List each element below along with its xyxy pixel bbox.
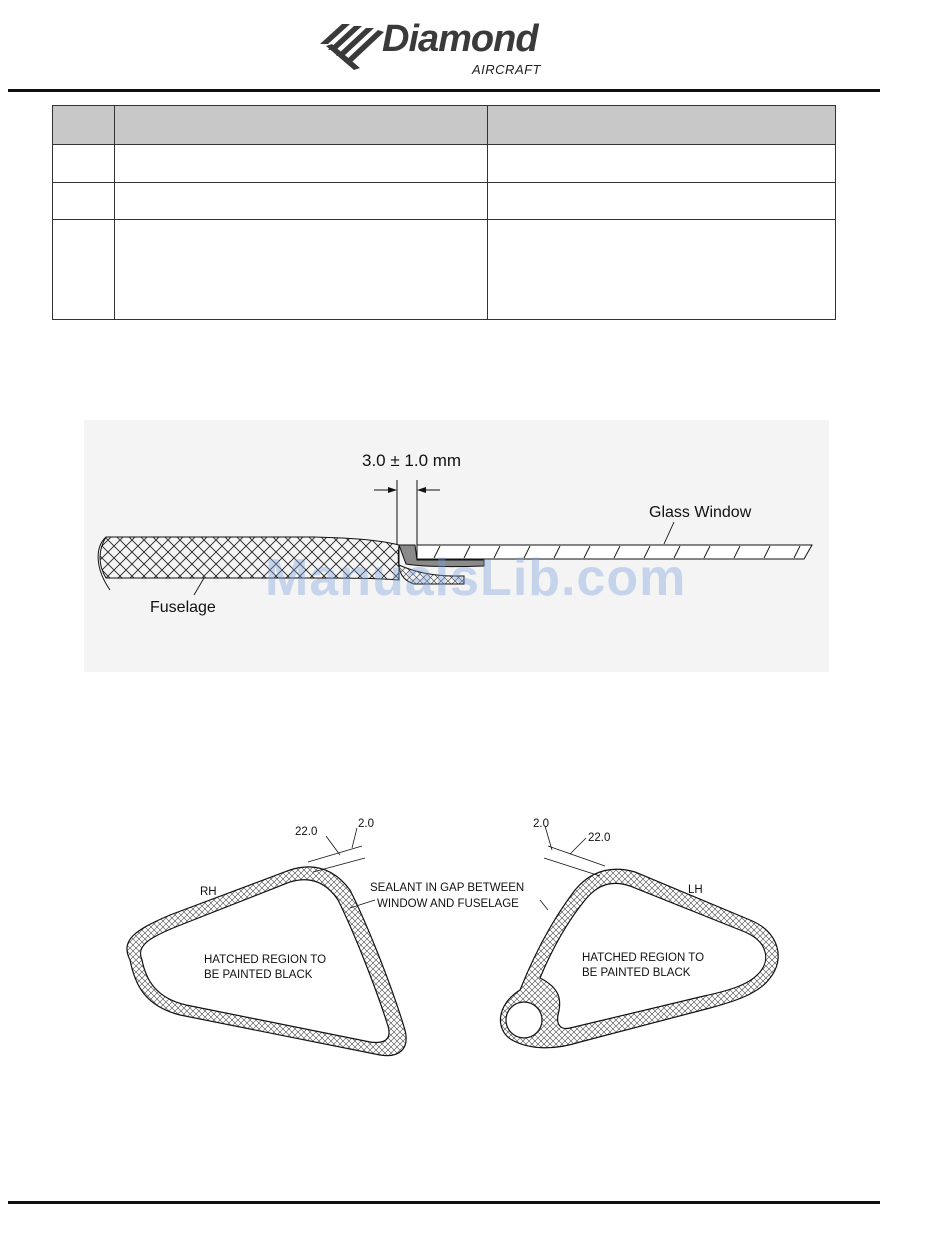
side-windows-figure [100, 810, 800, 1070]
diamond-logo-icon [320, 24, 390, 72]
table-row [53, 145, 836, 183]
lh-dimension-2: 2.0 [533, 818, 549, 830]
brand-subtitle: AIRCRAFT [472, 62, 541, 77]
table-cell [53, 145, 115, 183]
table-row [53, 220, 836, 320]
page-header [0, 0, 950, 95]
table-cell [115, 145, 488, 183]
table-header-row [53, 106, 836, 145]
procedure-table [52, 105, 836, 320]
header-divider [8, 89, 880, 92]
brand-name: Diamond [382, 18, 538, 60]
sealant-note-line2: WINDOW AND FUSELAGE [377, 898, 519, 910]
lh-label: LH [688, 884, 703, 896]
table-header-cell [115, 106, 488, 145]
sealant-note-line1: SEALANT IN GAP BETWEEN [370, 882, 525, 894]
rh-hatched-note-line1: HATCHED REGION TO [204, 954, 327, 966]
rh-hatched-note-line2: BE PAINTED BLACK [204, 969, 313, 981]
glass-window-label: Glass Window [649, 504, 752, 521]
gap-dimension-label: 3.0 ± 1.0 mm [362, 451, 462, 470]
lh-dimension-22: 22.0 [588, 832, 611, 844]
window-gap-figure [84, 420, 829, 672]
diamond-logo [320, 18, 580, 82]
table-cell [115, 220, 488, 320]
table-cell [488, 183, 836, 220]
fuselage-label: Fuselage [150, 599, 216, 616]
table-cell [53, 183, 115, 220]
lh-hatched-note-line2: BE PAINTED BLACK [582, 967, 691, 979]
table-cell [488, 145, 836, 183]
watermark: ManualsLib.com [265, 549, 687, 607]
table-cell [53, 220, 115, 320]
table-cell [115, 183, 488, 220]
table-header-cell [488, 106, 836, 145]
lh-hatched-note-line1: HATCHED REGION TO [582, 952, 705, 964]
table-cell [488, 220, 836, 320]
table-header-cell [53, 106, 115, 145]
footer-divider [8, 1201, 880, 1204]
side-windows-drawing [100, 810, 800, 1070]
rh-dimension-22: 22.0 [295, 826, 318, 838]
rh-dimension-2: 2.0 [358, 818, 374, 830]
table-row [53, 183, 836, 220]
rh-label: RH [200, 886, 217, 898]
